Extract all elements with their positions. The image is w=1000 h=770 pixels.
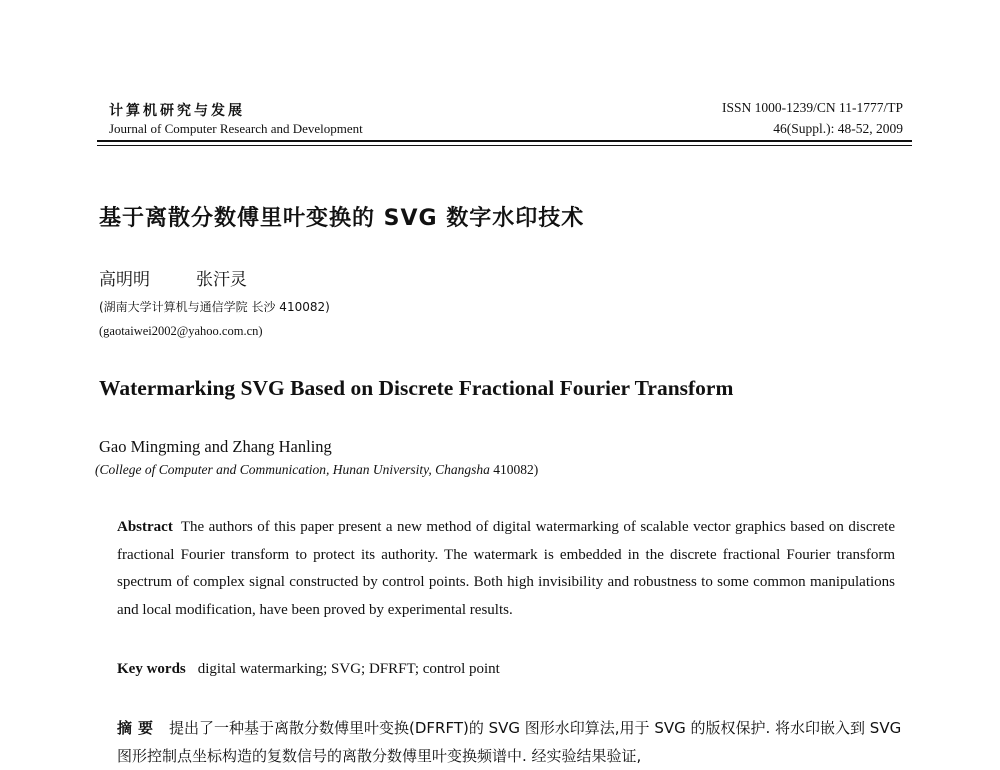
author-email: (gaotaiwei2002@yahoo.com.cn) xyxy=(99,324,263,338)
affiliation-en-text: (College of Computer and Communication, Hunan University, Changsha xyxy=(95,462,490,477)
author-cn-2: 张汗灵 xyxy=(196,270,247,290)
affiliation-en-zip: 410082) xyxy=(489,462,539,477)
affiliation-en xyxy=(95,462,538,478)
header-rule-thin xyxy=(97,145,912,146)
authors-cn xyxy=(99,265,247,290)
author-cn-1: 高明明 xyxy=(99,270,150,290)
keywords-label: Key words xyxy=(117,661,186,677)
abstract-cn-text: 提出了一种基于离散分数傅里叶变换(DFRFT)的 SVG 图形水印算法,用于 SVG 的版权保护. 将水印嵌入到 SVG 图形控制点坐标构造的复数信号的离散分数傅里叶变换频谱中. 经实验结果验证, xyxy=(117,719,902,765)
volume-pages: 46(Suppl.): 48-52, 2009 xyxy=(773,121,903,136)
paper-title-cn: 基于离散分数傅里叶变换的 SVG 数字水印技术 xyxy=(99,206,585,231)
paper-title-en: Watermarking SVG Based on Discrete Fractional Fourier Transform xyxy=(99,376,734,400)
abstract-cn xyxy=(117,714,917,770)
issn: ISSN 1000-1239/CN 11-1777/TP xyxy=(721,100,903,115)
journal-title-en: Journal of Computer Research and Development xyxy=(109,121,363,136)
keywords xyxy=(117,661,500,678)
keywords-text: digital watermarking; SVG; DFRFT; control point xyxy=(197,661,500,677)
journal-title-cn: 计算机研究与发展 xyxy=(109,103,245,119)
abstract xyxy=(117,514,895,624)
affiliation-cn: (湖南大学计算机与通信学院 长沙 410082) xyxy=(99,300,330,314)
header-rule-thick xyxy=(97,140,912,142)
abstract-text: The authors of this paper present a new method of digital watermarking of scalable vector graphics based on discrete fractional Fourier transform to protect its authority. The watermark is embedded in the discrete fractional Fourier transform spectrum of complex signal constructed by control points. Both high invisibility and robustness to some common manipulations and local modification, have been proved by experimental results. xyxy=(117,519,895,618)
abstract-label: Abstract xyxy=(117,519,173,535)
abstract-cn-label: 摘要 xyxy=(117,719,160,737)
authors-en: Gao Mingming and Zhang Hanling xyxy=(99,437,332,456)
